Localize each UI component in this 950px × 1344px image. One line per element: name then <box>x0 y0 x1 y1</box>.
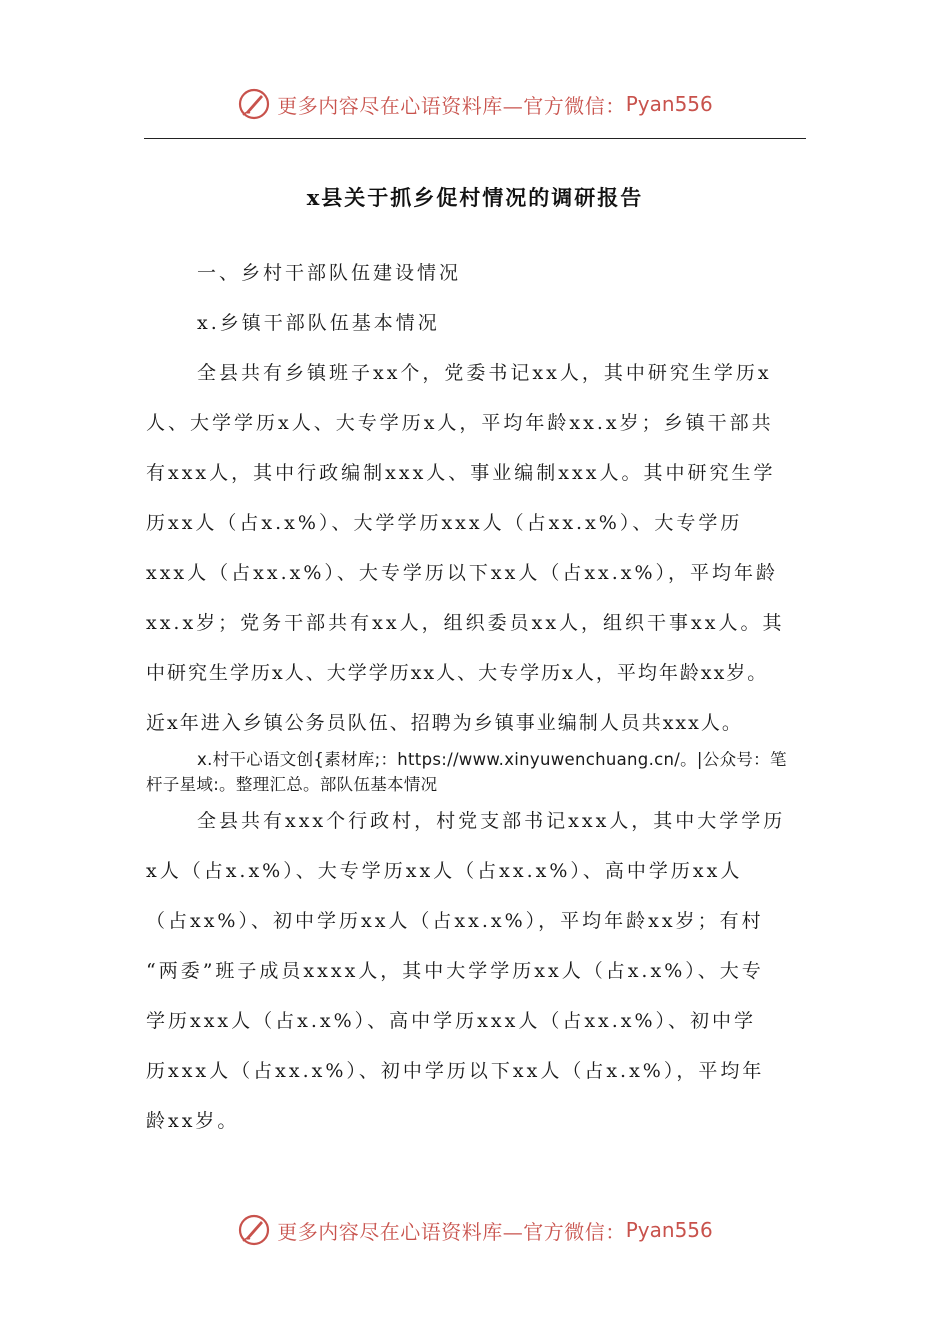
paragraph-line: “两委”班子成员xxxx人，其中大学学历xx人（占x.x%）、大专 <box>146 960 764 982</box>
footer-wechat-id: Pyan556 <box>625 1218 713 1242</box>
paragraph-line: xx.x岁；党务干部共有xx人，组织委员xx人，组织干事xx人。其 <box>146 612 785 634</box>
document-title: x县关于抓乡促村情况的调研报告 <box>306 185 644 210</box>
paragraph-line: 有xxx人，其中行政编制xxx人、事业编制xxx人。其中研究生学 <box>146 462 776 484</box>
paragraph-line: 全县共有xxx个行政村，村党支部书记xxx人，其中大学学历 <box>197 810 786 832</box>
paragraph-line: 人、大学学历x人、大专学历x人，平均年龄xx.x岁；乡镇干部共 <box>146 412 774 434</box>
header-divider <box>144 138 806 139</box>
paragraph-line: 龄xx岁。 <box>146 1110 240 1132</box>
paragraph-line: （占xx%）、初中学历xx人（占xx.x%），平均年龄xx岁；有村 <box>146 910 764 932</box>
paragraph-line: 近x年进入乡镇公务员队伍、招聘为乡镇事业编制人员共xxx人。 <box>146 712 743 734</box>
quill-logo-icon <box>237 87 271 121</box>
quill-logo-icon <box>237 1213 271 1247</box>
paragraph-line: 历xxx人（占xx.x%）、初中学历以下xx人（占x.x%），平均年 <box>146 1060 765 1082</box>
footer-banner <box>0 1210 950 1250</box>
subsection-heading: x.乡镇干部队伍基本情况 <box>197 312 440 334</box>
paragraph-line: 历xx人（占x.x%）、大学学历xxx人（占xx.x%）、大专学历 <box>146 512 743 534</box>
header-banner-text: 更多内容尽在心语资料库—官方微信： <box>277 93 626 118</box>
section-heading: 一、乡村干部队伍建设情况 <box>197 262 462 284</box>
paragraph-line: 全县共有乡镇班子xx个，党委书记xx人，其中研究生学历x <box>197 362 772 384</box>
paragraph-line: x人（占x.x%）、大专学历xx人（占xx.x%）、高中学历xx人 <box>146 860 743 882</box>
paragraph-line: 学历xxx人（占x.x%）、高中学历xxx人（占xx.x%）、初中学 <box>146 1010 757 1032</box>
header-wechat-id: Pyan556 <box>625 92 713 116</box>
header-banner <box>0 84 950 124</box>
paragraph-line: 中研究生学历x人、大学学历xx人、大专学历x人，平均年龄xx岁。 <box>146 662 769 684</box>
watermark-subheading-line: 杆子星域:。整理汇总。部队伍基本情况 <box>146 775 438 794</box>
watermark-subheading-line: x.村干心语文创{素材库;：https://www.xinyuwenchuang.cn/。|公众号：笔 <box>197 750 787 769</box>
paragraph-line: xxx人（占xx.x%）、大专学历以下xx人（占xx.x%），平均年龄 <box>146 562 779 584</box>
footer-banner-text: 更多内容尽在心语资料库—官方微信： <box>277 1219 626 1244</box>
